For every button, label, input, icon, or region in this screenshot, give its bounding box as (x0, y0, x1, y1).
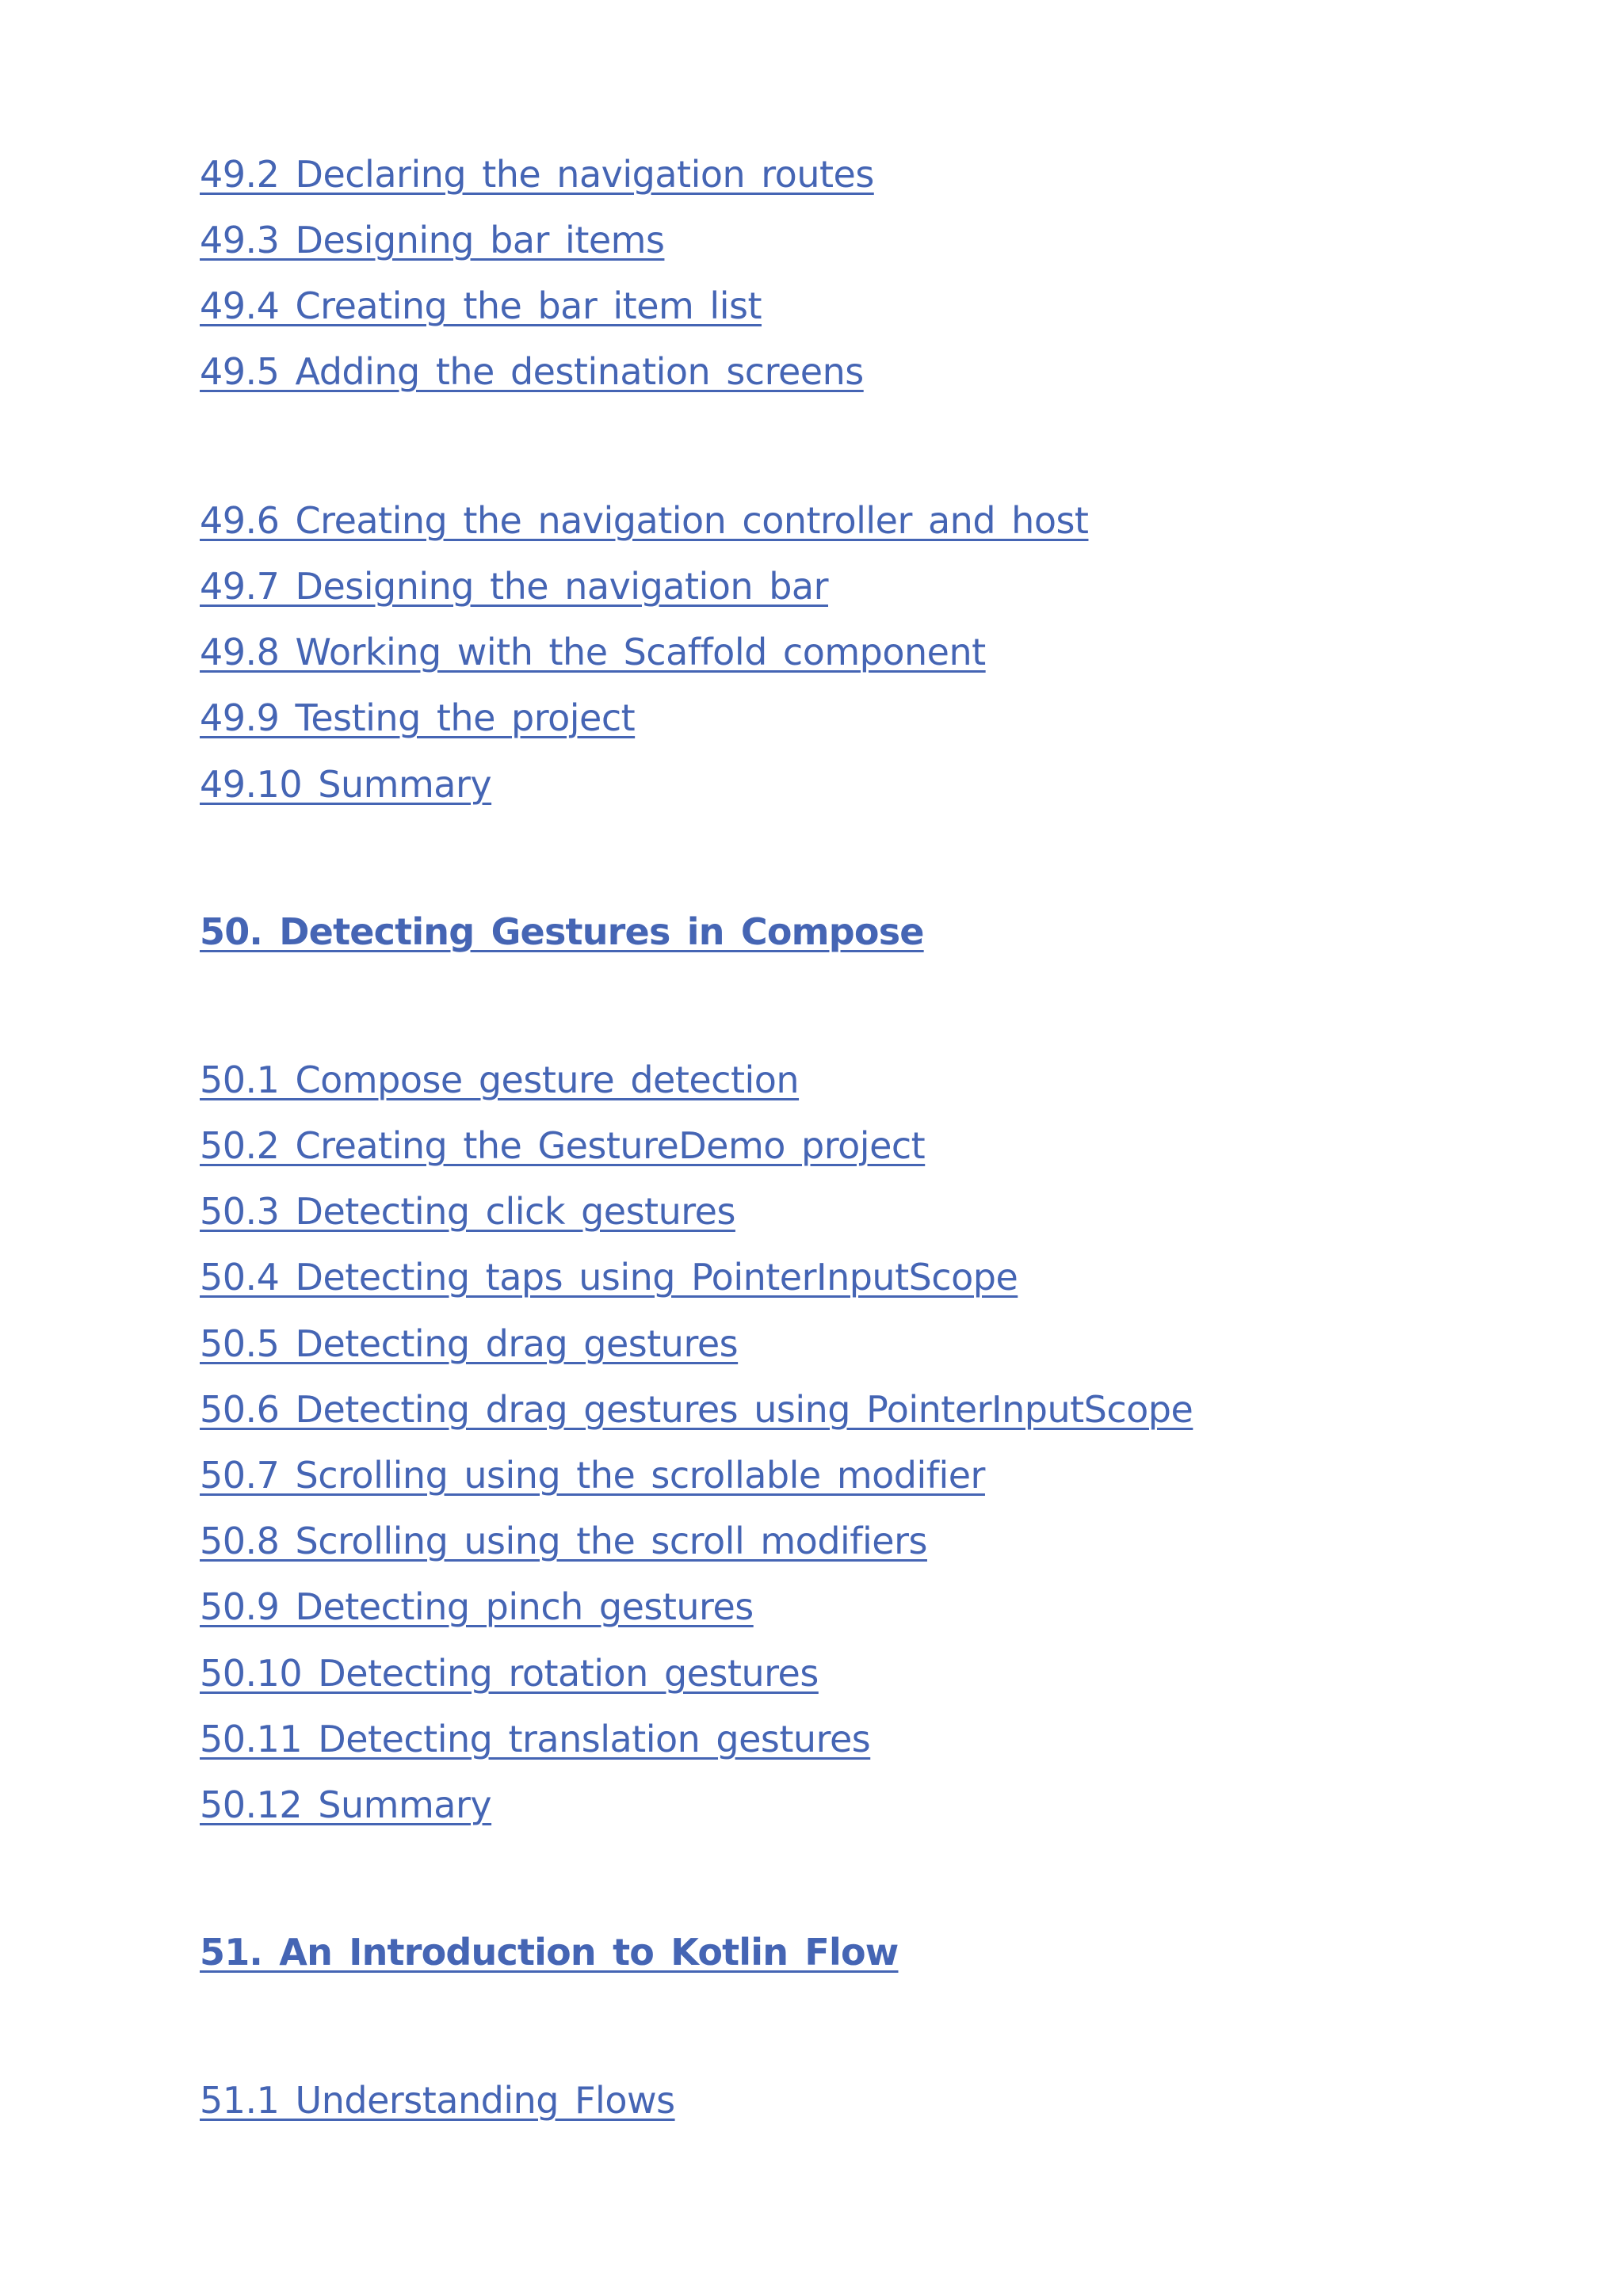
toc-link-51-1[interactable]: 51.1 Understanding Flows (200, 2079, 675, 2122)
toc-link-49-10[interactable]: 49.10 Summary (200, 763, 492, 806)
toc-chapter-51[interactable]: 51. An Introduction to Kotlin Flow (200, 1931, 899, 1974)
toc-link-49-8[interactable]: 49.8 Working with the Scaffold component (200, 631, 986, 673)
toc-link-50-4[interactable]: 50.4 Detecting taps using PointerInputScope (200, 1256, 1018, 1299)
toc-link-50-10[interactable]: 50.10 Detecting rotation gestures (200, 1652, 819, 1695)
toc-link-49-3[interactable]: 49.3 Designing bar items (200, 219, 665, 261)
toc-link-49-2[interactable]: 49.2 Declaring the navigation routes (200, 153, 874, 196)
toc-link-50-1[interactable]: 50.1 Compose gesture detection (200, 1058, 800, 1101)
toc-link-50-8[interactable]: 50.8 Scrolling using the scroll modifiers (200, 1520, 927, 1562)
toc-link-49-4[interactable]: 49.4 Creating the bar item list (200, 284, 762, 327)
toc-link-50-6[interactable]: 50.6 Detecting drag gestures using PointerInputScope (200, 1388, 1193, 1431)
toc-link-50-2[interactable]: 50.2 Creating the GestureDemo project (200, 1124, 926, 1167)
toc-link-49-7[interactable]: 49.7 Designing the navigation bar (200, 565, 829, 608)
toc-link-50-7[interactable]: 50.7 Scrolling using the scrollable modifier (200, 1454, 985, 1497)
toc-link-50-11[interactable]: 50.11 Detecting translation gestures (200, 1718, 871, 1760)
toc-link-49-9[interactable]: 49.9 Testing the project (200, 696, 636, 739)
toc-link-50-9[interactable]: 50.9 Detecting pinch gestures (200, 1585, 754, 1628)
toc-link-49-6[interactable]: 49.6 Creating the navigation controller and host (200, 499, 1089, 542)
toc-link-50-3[interactable]: 50.3 Detecting click gestures (200, 1190, 735, 1233)
toc-link-49-5[interactable]: 49.5 Adding the destination screens (200, 350, 864, 393)
toc-link-50-12[interactable]: 50.12 Summary (200, 1783, 492, 1826)
toc-chapter-50[interactable]: 50. Detecting Gestures in Compose (200, 910, 924, 953)
toc-link-50-5[interactable]: 50.5 Detecting drag gestures (200, 1322, 739, 1365)
